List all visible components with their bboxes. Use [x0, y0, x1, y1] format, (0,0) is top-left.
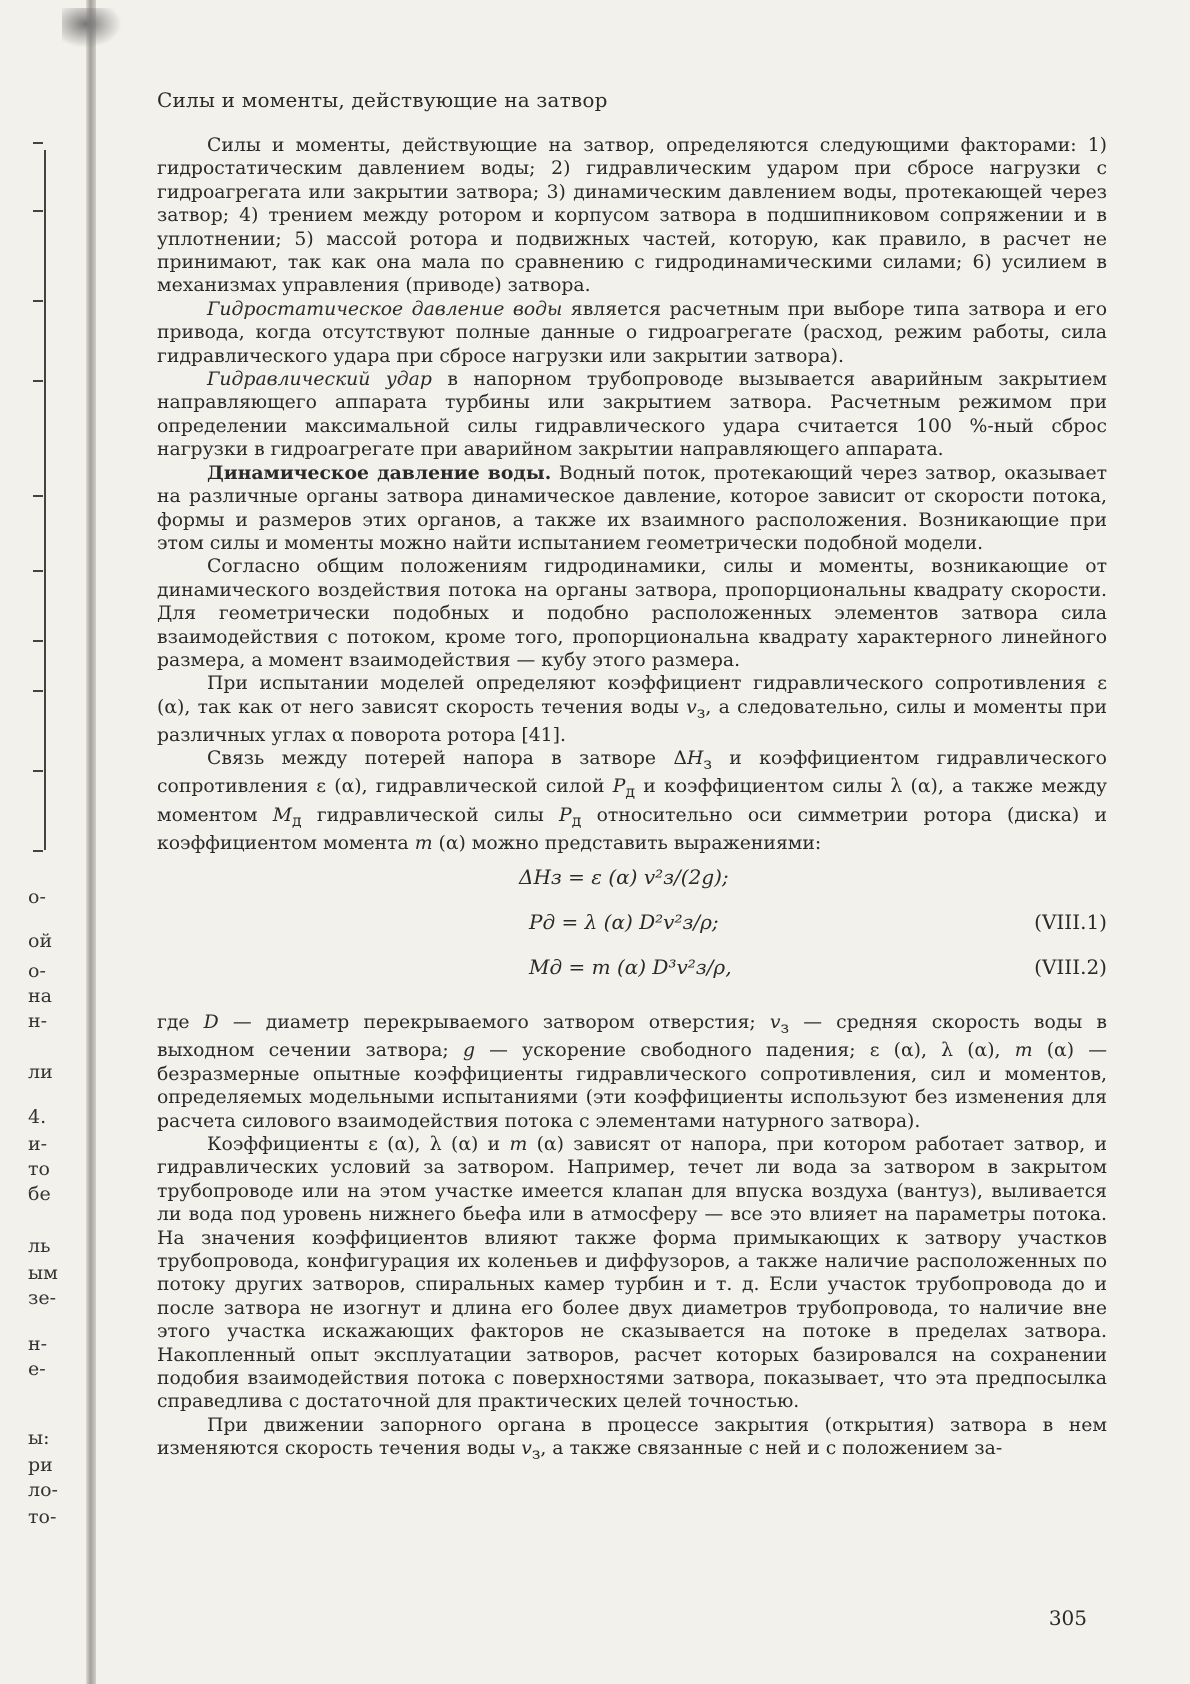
margin-tick: [33, 770, 43, 772]
paragraph: [157, 1133, 1107, 1414]
margin-fragment: е-: [28, 1358, 46, 1380]
text-run: P: [559, 804, 572, 826]
text-run: , а также связанные с ней и с положением за-: [540, 1438, 1003, 1460]
margin-fragment: ло-: [28, 1479, 58, 1501]
paragraphs-before: [157, 134, 1107, 855]
margin-tick: [33, 495, 43, 497]
margin-fragment: ли: [28, 1061, 53, 1083]
paragraph: [157, 1414, 1107, 1466]
margin-fragment: то: [28, 1158, 50, 1180]
text-run: Динамическое давление воды.: [207, 461, 552, 484]
text-run: где: [157, 1012, 204, 1034]
text-run: g: [462, 1040, 475, 1062]
text-run: з: [696, 702, 706, 722]
text-run: — средняя скорость воды в выходном сечении затвора;: [157, 1012, 1107, 1062]
binding-smudge: [62, 8, 122, 48]
margin-fragment: ы:: [28, 1427, 50, 1449]
formula-number: (VIII.1): [1034, 910, 1107, 935]
margin-fragment: о-: [28, 960, 46, 982]
margin-fragment: ой: [28, 930, 53, 952]
margin-fragment: ль: [28, 1235, 51, 1257]
margin-fragment: н-: [28, 1333, 48, 1355]
paragraph: [157, 462, 1107, 556]
paragraph: [157, 368, 1107, 462]
text-run: При движении запорного органа в процессе закрытия (открытия) затвора в нем изменяются скорость течения воды: [157, 1414, 1107, 1460]
margin-tick: [33, 690, 43, 692]
text-run: Гидравлический удар: [207, 369, 432, 391]
text-run: P: [612, 776, 626, 798]
text-run: д: [571, 810, 582, 830]
text-run: является расчетным при выборе типа затвора и его привода, когда отсутствуют полные данные о гидроагрегате (расход, режим работы, сила гидравлического удара при сбросе нагрузки или закрытии затвора).: [157, 298, 1107, 367]
formula-expression: Mд = m (α) D³v²з/ρ,: [529, 955, 732, 980]
text-run: D: [203, 1012, 219, 1034]
margin-fragment: бе: [28, 1183, 51, 1205]
text-run: m: [414, 832, 433, 854]
margin-tick: [33, 210, 43, 212]
margin-fragment: то-: [28, 1506, 57, 1528]
page-number: 305: [1048, 1606, 1087, 1630]
text-run: v: [521, 1438, 532, 1460]
text-run: Силы и моменты, действующие на затвор, определяются следующими факторами: 1) гидростатическим давлением воды; 2) гидравлическим ударом при сбросе нагрузки с гидроагрегата или закрытии затвора; 3) динамическим давлением воды, протекающей через затвор; 4) трением между ротором и корпусом затвора в подшипниковом сопряжении и в уплотнении; 5) массой ротора и подвижных частей, которую, как правило, в расчет не принимают, так как она мала по сравнению с гидродинамическими силами; 6) усилием в механизмах управления (приводе) затвора.: [157, 135, 1107, 297]
text-run: (α) можно представить выражениями:: [432, 832, 822, 854]
text-run: — ускорение свободного падения; ε (α), λ (α),: [474, 1040, 1015, 1062]
margin-tick: [33, 570, 43, 572]
margin-fragment: о-: [28, 886, 46, 908]
margin-fragment: ым: [28, 1262, 58, 1284]
text-run: m: [1014, 1040, 1033, 1062]
margin-tick: [33, 142, 43, 144]
formula-expression: Pд = λ (α) D²v²з/ρ;: [529, 910, 719, 935]
paragraph: [157, 134, 1107, 298]
text-run: д: [291, 810, 302, 830]
text-run: относительно оси симметрии ротора (диска) и коэффициентом момента: [157, 804, 1107, 854]
text-run: гидравлической силы: [301, 804, 560, 826]
text-run: , а следовательно, силы и моменты при различных углах α поворота ротора [41].: [157, 696, 1107, 746]
margin-rule: [44, 150, 46, 850]
text-run: M: [272, 804, 292, 826]
text-run: Согласно общим положениям гидродинамики, силы и моменты, возникающие от динамического воздействия потока на органы затвора, пропорциональны квадрату скорости. Для геометрически подобных и подобно расположенных элементов затвора сила взаимодействия с потоком, кроме того, пропорциональна квадрату характерного линейного размера, а момент взаимодействия — кубу этого размера.: [157, 556, 1107, 671]
text-run: д: [625, 782, 636, 802]
margin-tick: [33, 850, 43, 852]
text-run: з: [531, 1444, 541, 1463]
text-run: в напорном трубопроводе вызывается аварийным закрытием направляющего аппарата турбины или закрытием затвора. Расчетным режимом при определении максимальной силы гидравлического удара считается 100 %-ный сброс нагрузки в гидроагрегате при аварийном закрытии направляющего аппарата.: [157, 369, 1107, 461]
formula-expression: ΔHз = ε (α) v²з/(2g);: [519, 865, 729, 890]
margin-fragment: на: [28, 985, 52, 1007]
paragraph: [157, 298, 1107, 368]
text-run: v: [686, 696, 697, 718]
paragraph: [157, 1011, 1107, 1133]
text-run: и коэффициентом силы λ (α), а также между моментом: [157, 776, 1107, 826]
text-run: Водный поток, протекающий через затвор, оказывает на различные органы затвора динамическое давление, которое зависит от скорости потока, формы и размеров этих органов, а также их взаимного расположения. Возникающие при этом силы и моменты можно найти испытанием геометрически подобной модели.: [157, 462, 1107, 554]
margin-fragment: ри: [28, 1454, 53, 1476]
margin-fragment: н-: [28, 1010, 48, 1032]
text-run: Связь между потерей напора в затворе Δ: [207, 748, 687, 770]
paragraphs-after: [157, 1011, 1107, 1465]
text-run: При испытании моделей определяют коэффициент гидравлического сопротивления ε (α), так как от него зависят скорость течения воды: [157, 673, 1107, 718]
text-run: v: [769, 1012, 781, 1034]
text-run: Коэффициенты ε (α), λ (α) и: [207, 1133, 510, 1155]
text-run: з: [703, 754, 712, 774]
text-run: (α) — безразмерные опытные коэффициенты гидравлического сопротивления, сил и моментов, определяемых модельными испытаниями (эти коэффициенты используют без изменения для расчета силового взаимодействия потока с элементами натурного затвора).: [157, 1040, 1107, 1132]
formula-row: [157, 955, 1107, 995]
text-run: з: [780, 1017, 790, 1037]
formula-number: (VIII.2): [1034, 955, 1107, 980]
margin-fragment: зе-: [28, 1287, 57, 1309]
text-run: m: [509, 1133, 528, 1155]
paragraph: [157, 555, 1107, 672]
margin-tick: [33, 300, 43, 302]
paragraph: [157, 672, 1107, 747]
formula-row: [157, 865, 1107, 905]
text-run: — диаметр перекрываемого затвором отверстия;: [218, 1012, 770, 1034]
margin-fragment: и-: [28, 1133, 48, 1155]
margin-fragment: 4.: [28, 1106, 47, 1128]
text-run: H: [686, 748, 704, 770]
formula-row: [157, 910, 1107, 950]
margin-tick: [33, 380, 43, 382]
paragraph: [157, 747, 1107, 855]
margin-tick: [33, 640, 43, 642]
text-run: (α) зависят от напора, при котором работает затвор, и гидравлических условий за затвором. Например, течет ли вода за затвором в закрытом трубопроводе или на этом участке имеется клапан для впуска воздуха (вантуз), выливается ли вода под уровень нижнего бьефа или в атмосферу — все это влияет на параметры потока. На значения коэффициентов влияют также форма примыкающих к затвору участков трубопровода, конфигурация их коленьев и диффузоров, а также наличие расположенных по потоку других затворов, спиральных камер турбин и т. д. Если участок трубопровода до и после затвора не изогнут и длина его более двух диаметров трубопровода, то наличие вне этого участка искажающих факторов не сказывается на потоке в пределах затвора. Накопленный опыт эксплуатации затворов, расчет которых базировался на сохранении подобия взаимодействия потока с поверхностями затвора, показывает, что эта предпосылка справедлива с достаточной для практических целей точностью.: [157, 1133, 1107, 1413]
formula-block: [157, 865, 1107, 997]
text-run: Гидростатическое давление воды: [207, 298, 563, 320]
text-run: и коэффициентом гидравлического сопротивления ε (α), гидравлической силой: [157, 748, 1107, 798]
page-content: [157, 88, 1107, 1465]
section-heading: Силы и моменты, действующие на затвор: [157, 88, 608, 112]
